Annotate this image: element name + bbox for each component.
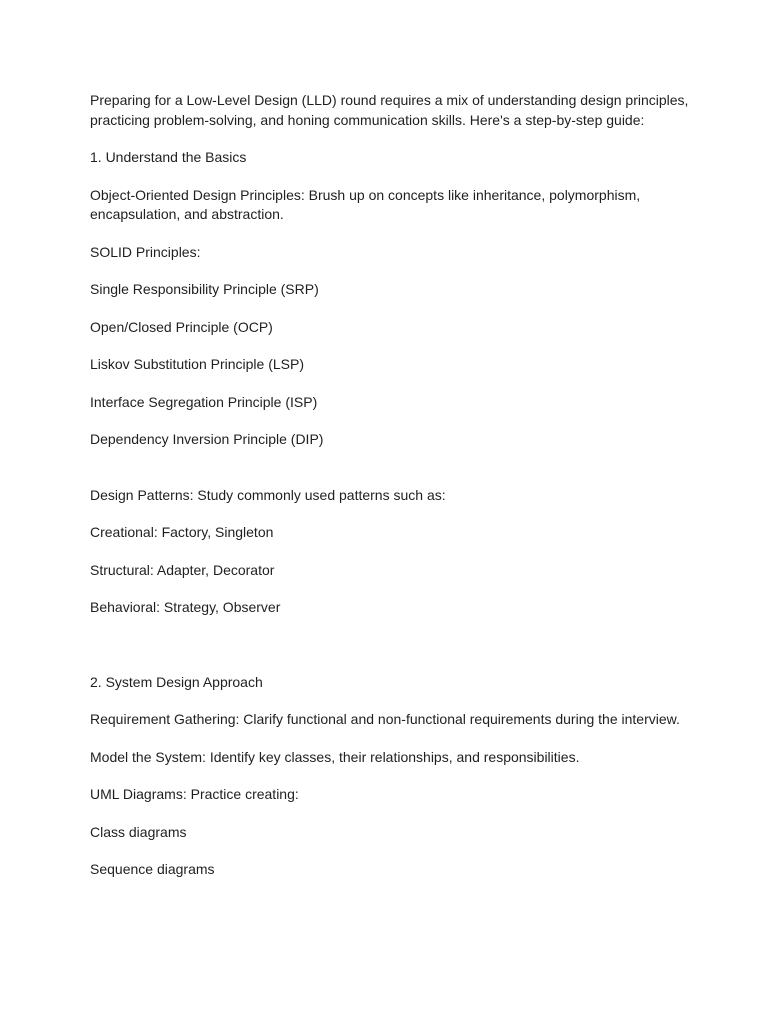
section-1-heading: 1. Understand the Basics: [90, 149, 247, 165]
oop-principles-paragraph: Object-Oriented Design Principles: Brush up on concepts like inheritance, polymorphism, encapsulation, and abstraction.: [90, 186, 641, 222]
pattern-item-behavioral: Behavioral: Strategy, Observer: [90, 599, 281, 615]
solid-item-dip: Dependency Inversion Principle (DIP): [90, 431, 324, 447]
model-system-paragraph: Model the System: Identify key classes, their relationships, and responsibilities.: [90, 748, 580, 765]
solid-item-srp: Single Responsibility Principle (SRP): [90, 281, 319, 297]
document-body: [90, 91, 690, 880]
solid-item-lsp: Liskov Substitution Principle (LSP): [90, 356, 304, 372]
uml-item-sequence-diagrams: Sequence diagrams: [90, 861, 215, 877]
solid-item-isp: Interface Segregation Principle (ISP): [90, 393, 318, 410]
pattern-item-creational: Creational: Factory, Singleton: [90, 524, 274, 540]
uml-heading: UML Diagrams: Practice creating:: [90, 786, 299, 802]
solid-item-ocp: Open/Closed Principle (OCP): [90, 318, 273, 335]
section-2-heading: 2. System Design Approach: [90, 673, 263, 690]
design-patterns-heading: Design Patterns: Study commonly used patterns such as:: [90, 486, 446, 503]
uml-item-class-diagrams: Class diagrams: [90, 823, 187, 840]
intro-paragraph: Preparing for a Low-Level Design (LLD) round requires a mix of understanding design principles, practicing problem-solving, and honing communication skills. Here's a step-by-step guide:: [90, 92, 689, 128]
pattern-item-structural: Structural: Adapter, Decorator: [90, 561, 275, 578]
requirement-gathering-paragraph: Requirement Gathering: Clarify functional and non-functional requirements during the interview.: [90, 711, 680, 727]
solid-heading: SOLID Principles:: [90, 243, 201, 260]
